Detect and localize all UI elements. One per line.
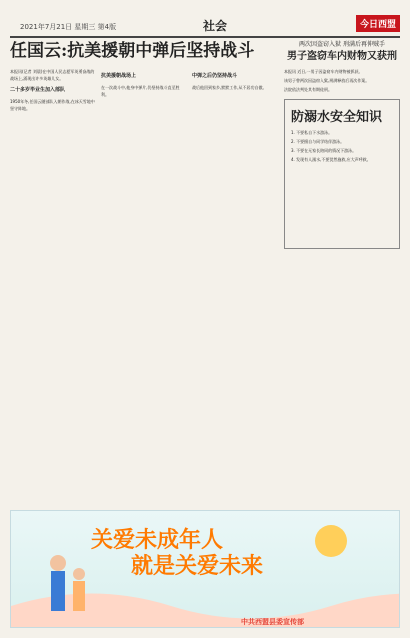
section-title: 社会 <box>203 19 228 33</box>
sidebar-article <box>284 40 400 249</box>
paragraph: 1950年冬,任国云随部队入朝作战,在冰天雪地中坚守阵地。 <box>10 99 95 111</box>
safety-item: 2. 不要擅自与同学结伴游泳。 <box>291 139 345 144</box>
safety-item: 1. 不要私自下水游泳。 <box>291 130 333 135</box>
safety-title: 防溺水安全知识 <box>291 110 383 125</box>
subhead: 中弹之后仍坚持战斗 <box>192 73 238 79</box>
subhead: 二十多岁毕业生加入部队 <box>10 87 66 93</box>
safety-item: 4. 发现有人溺水,不要贸然施救,应大声呼救。 <box>291 157 371 162</box>
subhead: 抗美援朝战场上 <box>101 73 137 79</box>
issue-date: 2021年7月21日 星期三 第4版 <box>20 23 117 31</box>
masthead-rule <box>10 36 400 38</box>
column-1 <box>10 68 95 115</box>
paragraph: 战后他回到家乡,默默工作,从不居功自傲。 <box>192 85 267 90</box>
article-kicker: 两次因盗窃入狱 刑满后再伸贼手 <box>299 41 385 48</box>
paragraph: 该男子曾两次因盗窃入狱,刑满释放后再次作案。 <box>284 78 370 83</box>
poster-footer: 中共西盟县委宣传部 <box>241 618 304 626</box>
paper-logo: 今日西盟 <box>356 15 400 32</box>
column-3 <box>192 68 277 115</box>
safety-item: 3. 不要在无家长陪同的情况下游泳。 <box>291 148 357 153</box>
lead-article <box>10 40 278 508</box>
article-headline: 男子盗窃车内财物又获刑 <box>287 51 397 62</box>
lead-columns <box>10 68 278 115</box>
poster-line2: 就是关爱未来 <box>131 554 264 579</box>
promo-poster <box>10 510 400 628</box>
paragraph: 本报讯(记者 刘晨)在中国人民志愿军英勇奋战的战场上,涌现出许多英雄儿女。 <box>10 69 95 81</box>
safety-box <box>284 99 400 249</box>
column-2 <box>101 68 186 115</box>
masthead <box>10 6 400 40</box>
lead-headline: 任国云:抗美援朝中弹后坚持战斗 <box>10 41 255 61</box>
paragraph: 法院依法判处其有期徒刑。 <box>284 87 332 92</box>
paragraph: 在一次战斗中,他身中弹片,仍坚持战斗直至胜利。 <box>101 85 180 97</box>
paragraph: 本报讯 近日,一男子因盗窃车内财物被抓获。 <box>284 69 363 74</box>
poster-line1: 关爱未成年人 <box>91 528 224 553</box>
